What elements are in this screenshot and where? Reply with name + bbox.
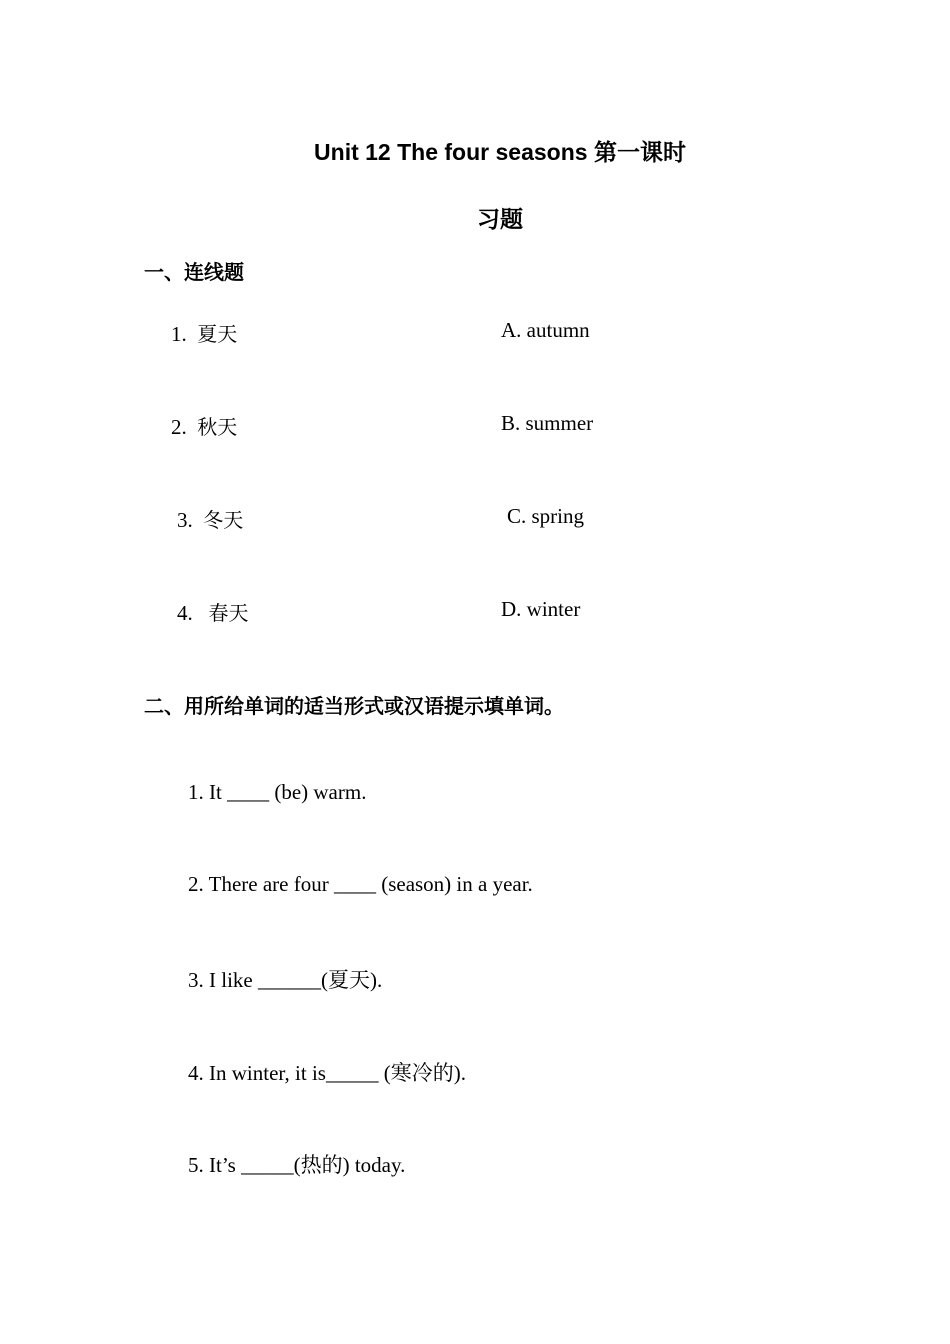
match-left-item — [171, 411, 237, 440]
match-right-item: D. winter — [501, 597, 581, 621]
section-1-heading: 一、连线题 — [144, 260, 244, 284]
match-left-number: 4. — [177, 601, 193, 625]
fill-in-item: 5. It’s _____(热的) today. — [188, 1153, 406, 1177]
match-right-item: B. summer — [501, 411, 594, 435]
fill-in-item: 3. I like ______(夏天). — [188, 968, 383, 992]
match-left-number: 2. — [171, 415, 187, 439]
match-left-number: 3. — [177, 508, 193, 532]
match-left-text: 夏天 — [197, 322, 238, 346]
match-right-item: C. spring — [507, 504, 585, 528]
match-left-text: 春天 — [208, 601, 249, 625]
fill-in-item: 1. It ____ (be) warm. — [188, 780, 367, 804]
match-left-item — [171, 318, 237, 347]
match-left-item — [177, 597, 249, 626]
page-subtitle: 习题 — [477, 207, 523, 233]
page-title: Unit 12 The four seasons 第一课时 — [314, 139, 686, 165]
match-left-item — [177, 504, 243, 533]
match-left-number: 1. — [171, 322, 187, 346]
fill-in-item: 2. There are four ____ (season) in a year. — [188, 872, 533, 896]
match-left-text: 冬天 — [203, 508, 244, 532]
match-left-text: 秋天 — [197, 415, 238, 439]
match-right-item: A. autumn — [501, 318, 590, 342]
fill-in-item: 4. In winter, it is_____ (寒冷的). — [188, 1061, 466, 1085]
section-2-heading: 二、用所给单词的适当形式或汉语提示填单词。 — [144, 694, 564, 718]
